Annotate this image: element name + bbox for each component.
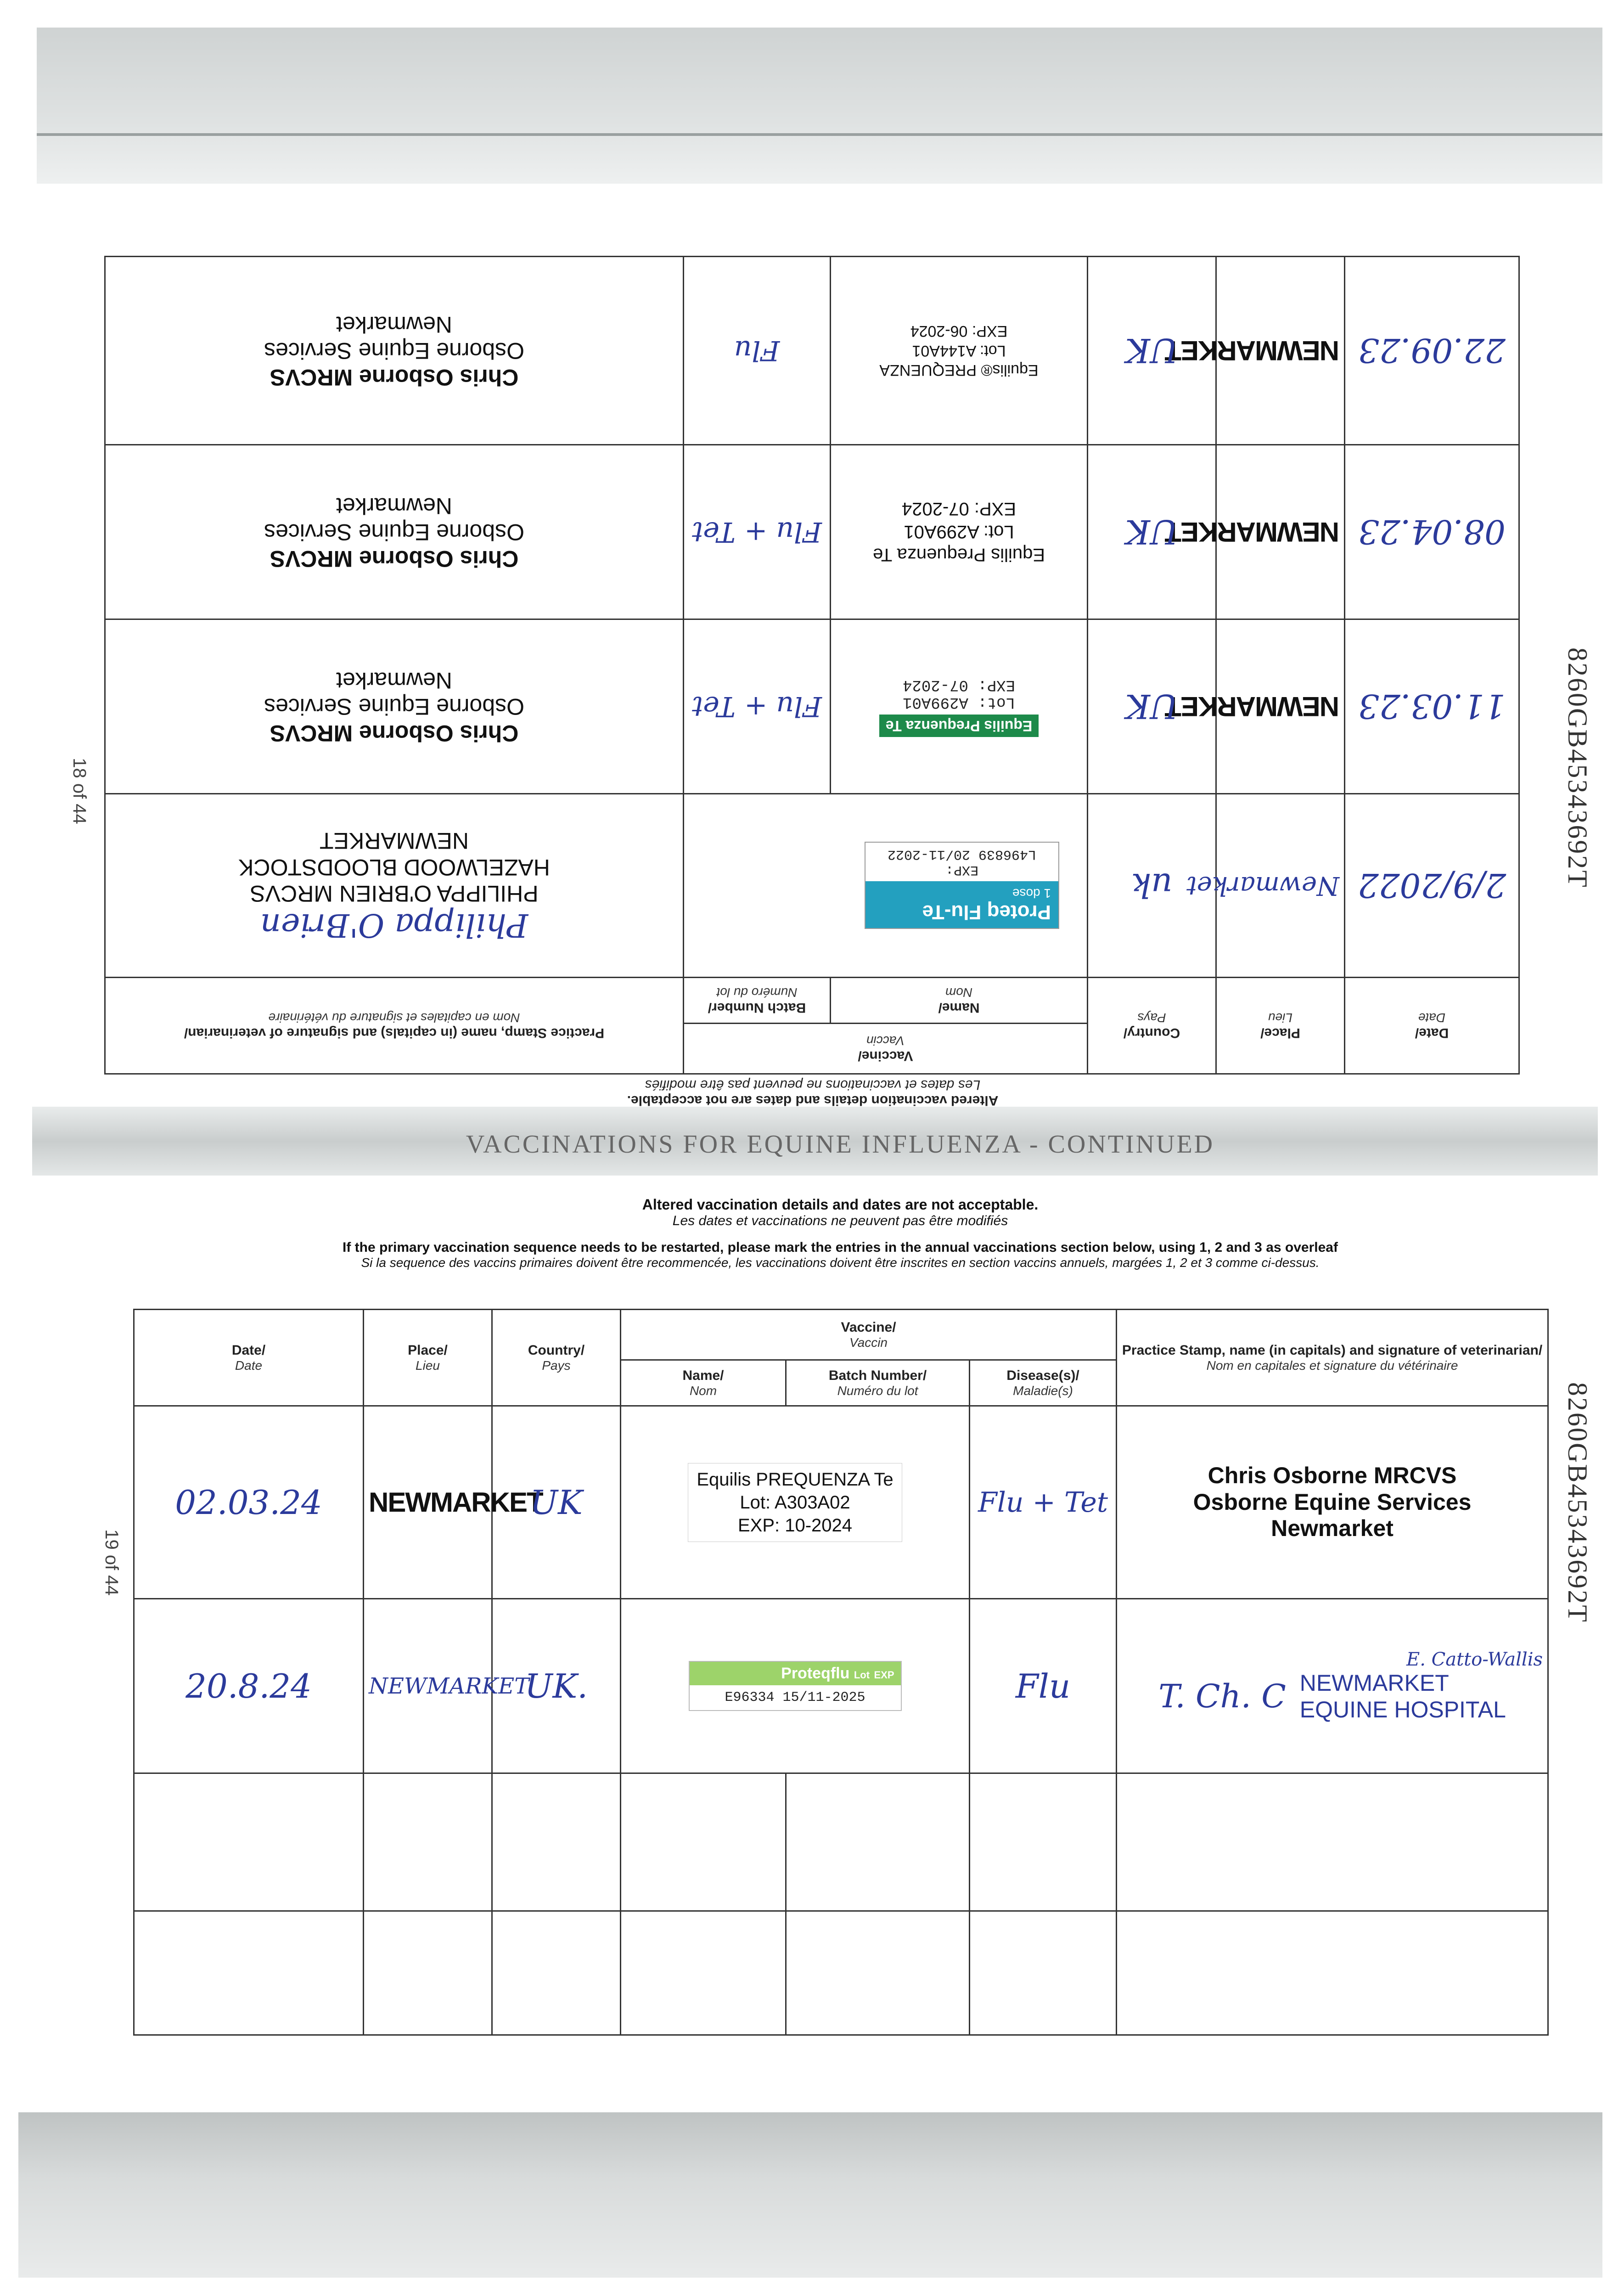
- header-date: Date/ Date: [1345, 978, 1519, 1074]
- lower-notice-fr: Les dates et vaccinations ne peuvent pas être modifiés: [672, 1213, 1008, 1228]
- place-cell: NEWMARKET: [1216, 445, 1345, 619]
- sticker-exp: EXP: 06-2024: [910, 322, 1008, 340]
- vet-stamp-line: Chris Osborne MRCVS: [270, 720, 519, 746]
- date-cell: 22.09.23: [1345, 257, 1519, 445]
- table-row: [105, 794, 1519, 978]
- vet-stamp-line: NEWMARKET: [1299, 1670, 1449, 1696]
- sticker-product: Flu-Te: [922, 901, 982, 924]
- table-row: [134, 1406, 1548, 1599]
- vet-stamp-line: EQUINE HOSPITAL: [1299, 1696, 1506, 1722]
- vaccine-label-cell: [831, 619, 1088, 794]
- table-row: [134, 1911, 1548, 2035]
- vet-stamp-cell: [1117, 1773, 1548, 1911]
- sticker-lot: Lot: A299A01: [903, 693, 1015, 711]
- vet-stamp-line: Newmarket: [336, 667, 452, 693]
- sticker-exp: EXP: 10-2024: [737, 1515, 853, 1536]
- header-place: Place/ Lieu: [364, 1310, 492, 1406]
- batch-cell: [786, 1773, 970, 1911]
- vaccine-sticker-proteq: [865, 842, 1059, 929]
- sticker-lot: Lot: A303A02: [740, 1492, 850, 1513]
- header-disease: Disease(s)/ Maladie(s): [970, 1360, 1117, 1406]
- upper-notice: [106, 1077, 1520, 1108]
- sticker-brand: Equilis Prequenza Te: [879, 715, 1039, 737]
- restart-notice: [133, 1240, 1547, 1270]
- date-cell: [134, 1773, 364, 1911]
- place-cell: [364, 1911, 492, 2035]
- sticker-exp: EXP: 07-2024: [903, 676, 1015, 693]
- sticker-name: Equilis PREQUENZA Te: [697, 1469, 893, 1490]
- vet-name-handwritten: E. Catto-Wallis: [1406, 1649, 1543, 1670]
- vet-stamp-line: HAZELWOOD BLOODSTOCK: [238, 855, 550, 880]
- place-cell: [364, 1773, 492, 1911]
- table-row: [134, 1773, 1548, 1911]
- sticker-name: Equilis® PREQUENZA: [879, 361, 1039, 379]
- upper-notice-en: Altered vaccination details and dates are not acceptable.: [627, 1093, 999, 1108]
- vaccine-name-cell: [621, 1773, 786, 1911]
- scan-shadow-top: [37, 28, 1602, 184]
- sticker-lot: L496839 20/11-2022: [887, 846, 1037, 862]
- place-cell: NEWMARKET: [364, 1406, 492, 1599]
- vet-stamp-cell: [1117, 1406, 1548, 1599]
- sticker-dose: 1 dose: [1012, 886, 1051, 901]
- disease-cell: [970, 1773, 1117, 1911]
- lower-notice: [133, 1196, 1547, 1229]
- header-vaccine: Vaccine/ Vaccin: [684, 1024, 1088, 1074]
- vaccine-label-cell: [684, 794, 1088, 978]
- header-name: Name/ Nom: [831, 978, 1088, 1024]
- place-cell: Newmarket: [1216, 794, 1345, 978]
- sticker-brand: Proteqflu: [781, 1665, 850, 1682]
- header-batch: Batch Number/ Numéro du lot: [786, 1360, 970, 1406]
- place-cell: NEWMARKET: [1216, 619, 1345, 794]
- vet-stamp-line: Chris Osborne MRCVS: [270, 364, 519, 390]
- country-cell: UK: [1088, 445, 1216, 619]
- vet-stamp-line: Chris Osborne MRCVS: [1208, 1463, 1457, 1489]
- vet-stamp-line: Osborne Equine Services: [264, 519, 524, 546]
- vaccination-table-upper: [106, 257, 1520, 1075]
- vet-stamp-line: Newmarket: [336, 493, 452, 519]
- vet-stamp-line: Osborne Equine Services: [264, 694, 524, 720]
- passport-number-upper: 8260GB45343692T: [1562, 647, 1593, 889]
- sticker-lot: E96334 15/11-2025: [725, 1690, 865, 1705]
- date-cell: 02.03.24: [134, 1406, 364, 1599]
- vet-stamp-line: NEWMARKET: [320, 828, 469, 854]
- country-cell: [492, 1911, 621, 2035]
- vet-signature: T. Ch. C: [1158, 1677, 1286, 1716]
- header-country: Country/ Pays: [1088, 978, 1216, 1074]
- page-edge-top: [37, 133, 1602, 136]
- page-number-18: 18 of 44: [69, 758, 90, 824]
- place-cell: NEWMARKET: [1216, 257, 1345, 445]
- table-row: [105, 257, 1519, 445]
- header-vet: Practice Stamp, name (in capitals) and signature of veterinarian/ Nom en capitales et signature du vétérinaire: [105, 978, 684, 1074]
- disease-cell: Flu + Tet: [684, 445, 831, 619]
- vet-stamp-cell: [105, 794, 684, 978]
- vaccine-label-cell: [621, 1406, 970, 1599]
- sticker-lot: Lot: A144A01: [912, 342, 1006, 360]
- disease-cell: Flu: [684, 257, 831, 445]
- sticker-lot: Lot: A299A01: [904, 522, 1014, 542]
- vet-stamp-line: Newmarket: [1271, 1515, 1394, 1542]
- country-cell: uk: [1088, 794, 1216, 978]
- upper-notice-fr: Les dates et vaccinations ne peuvent pas être modifiés: [645, 1077, 981, 1092]
- table-row: [134, 1599, 1548, 1773]
- country-cell: UK: [1088, 257, 1216, 445]
- header-name: Name/ Nom: [621, 1360, 786, 1406]
- country-cell: UK: [1088, 619, 1216, 794]
- place-cell: NEWMARKET: [364, 1599, 492, 1773]
- table-row: [105, 445, 1519, 619]
- restart-notice-fr: Si la sequence des vaccins primaires doivent être recommencée, les vaccinations doivent être inscrites en section vaccins annuels, margées 1, 2 et 3 comme ci-dessus.: [361, 1255, 1320, 1270]
- vaccine-label-cell: [831, 445, 1088, 619]
- header-vaccine: Vaccine/ Vaccin: [621, 1310, 1117, 1360]
- sticker-lot-code: Lot: [854, 1669, 870, 1681]
- header-place: Place/ Lieu: [1216, 978, 1345, 1074]
- sticker-exp: EXP: [874, 1669, 894, 1681]
- vet-stamp-cell: [1117, 1599, 1548, 1773]
- disease-cell: Flu + Tet: [684, 619, 831, 794]
- country-cell: UK.: [492, 1599, 621, 1773]
- country-cell: UK: [492, 1406, 621, 1599]
- header-country: Country/ Pays: [492, 1310, 621, 1406]
- table-row: [105, 619, 1519, 794]
- vet-stamp-line: Newmarket: [336, 311, 452, 338]
- vet-stamp-cell: [105, 257, 684, 445]
- vaccine-name-cell: [621, 1911, 786, 2035]
- vet-stamp-line: Chris Osborne MRCVS: [270, 546, 519, 572]
- restart-notice-en: If the primary vaccination sequence needs to be restarted, please mark the entries in the annual vaccinations section below, using 1, 2 and 3 as overleaf: [343, 1240, 1338, 1255]
- date-cell: 20.8.24: [134, 1599, 364, 1773]
- vet-stamp-cell: [1117, 1911, 1548, 2035]
- section-title: VACCINATIONS FOR EQUINE INFLUENZA - CONTINUED: [466, 1130, 1215, 1159]
- vaccination-table-lower: [133, 1309, 1547, 2034]
- vet-stamp-line: Osborne Equine Services: [1193, 1489, 1472, 1515]
- sticker-exp: EXP: 07-2024: [901, 499, 1017, 519]
- vet-stamp-cell: [105, 619, 684, 794]
- disease-cell: Flu: [970, 1599, 1117, 1773]
- batch-cell: [786, 1911, 970, 2035]
- date-cell: [134, 1911, 364, 2035]
- passport-number-lower: 8260GB45343692T: [1562, 1382, 1593, 1623]
- disease-cell: Flu + Tet: [970, 1406, 1117, 1599]
- vaccine-label-cell: [831, 257, 1088, 445]
- sticker-brand: Proteq: [987, 901, 1051, 924]
- date-cell: 11.03.23: [1345, 619, 1519, 794]
- header-batch: Batch Number/ Numéro du lot: [684, 978, 831, 1024]
- vet-stamp-cell: [105, 445, 684, 619]
- vet-stamp-line: PHILIPPA O'BRIEN MRCVS: [250, 881, 539, 907]
- country-cell: [492, 1773, 621, 1911]
- page-number-19: 19 of 44: [101, 1529, 122, 1596]
- scan-shadow-bottom: [18, 2112, 1602, 2278]
- header-vet: Practice Stamp, name (in capitals) and signature of veterinarian/ Nom en capitales et signature du vétérinaire: [1117, 1310, 1548, 1406]
- sticker-exp: EXP:: [945, 862, 979, 878]
- vet-stamp-line: Osborne Equine Services: [264, 338, 524, 364]
- vaccine-label-cell: [621, 1599, 970, 1773]
- header-date: Date/ Date: [134, 1310, 364, 1406]
- vet-signature: Philippa O'Brien: [260, 906, 528, 944]
- sticker-name: Equilis Prequenza Te: [872, 545, 1045, 565]
- date-cell: 08.04.23: [1345, 445, 1519, 619]
- vaccine-sticker-proteqflu: [689, 1661, 902, 1711]
- disease-cell: [970, 1911, 1117, 2035]
- lower-notice-en: Altered vaccination details and dates are not acceptable.: [642, 1196, 1039, 1213]
- date-cell: 2/9/2022: [1345, 794, 1519, 978]
